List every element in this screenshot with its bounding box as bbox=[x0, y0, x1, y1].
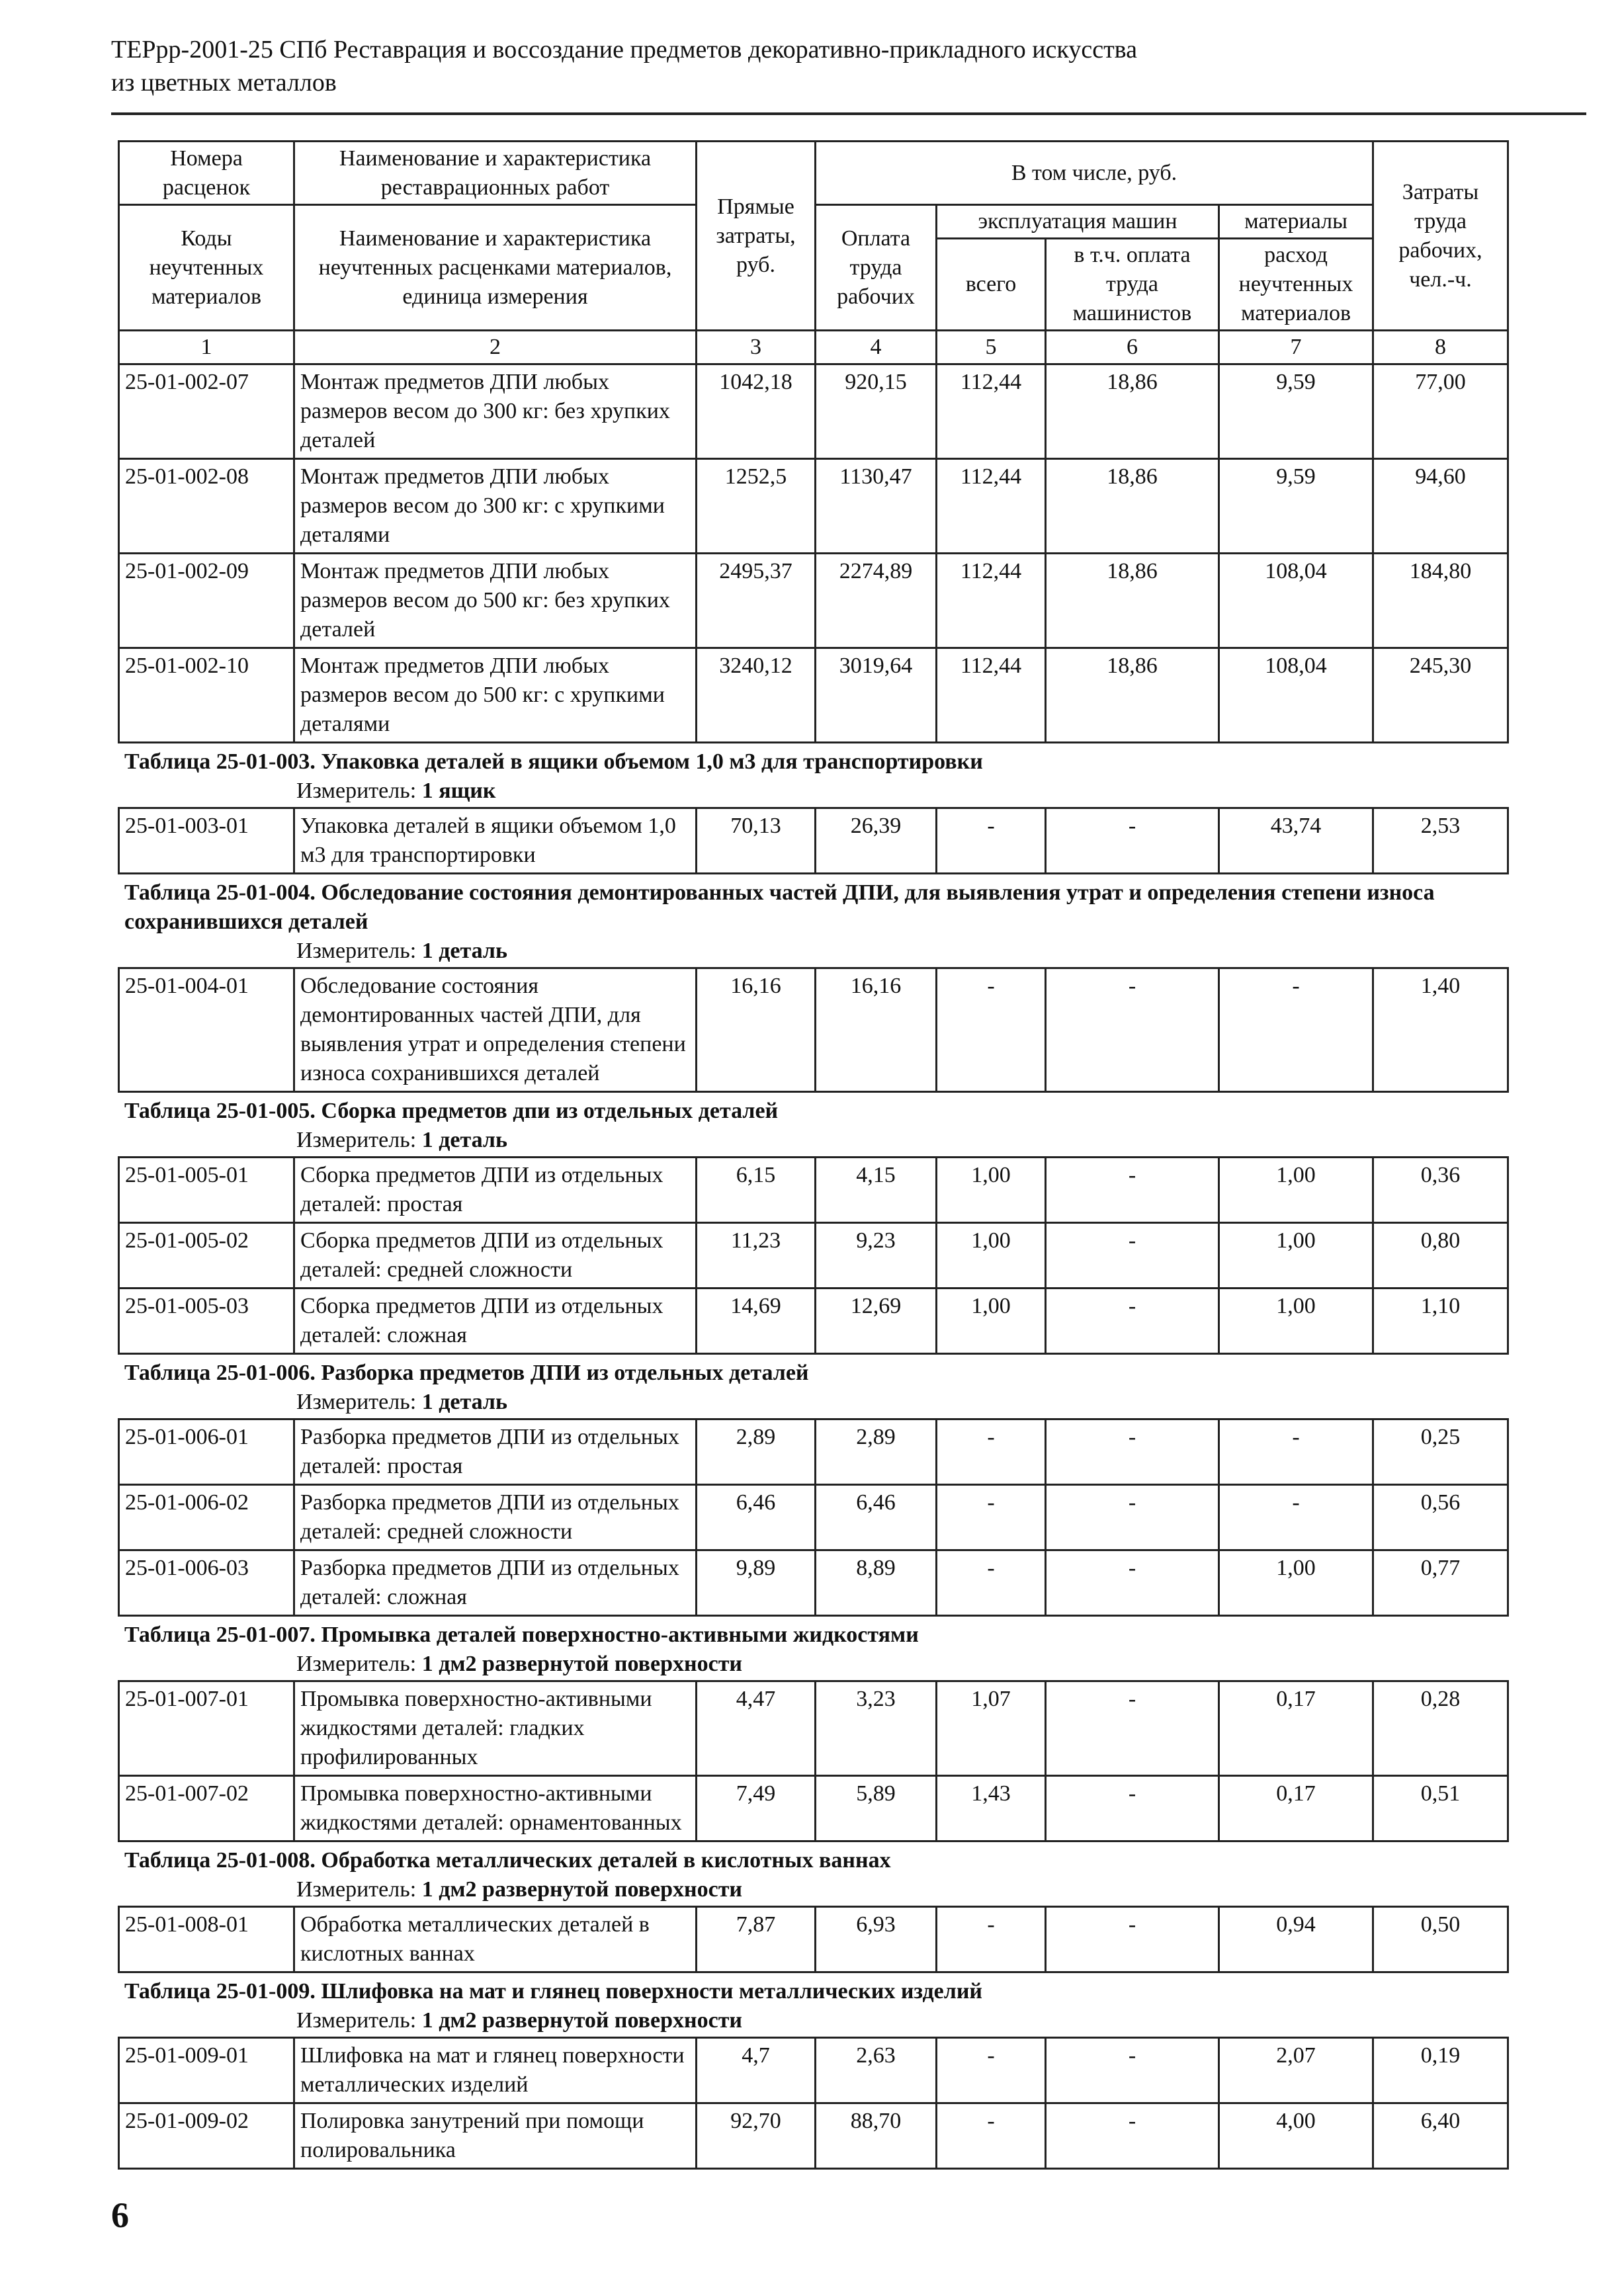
labor-costs: 0,80 bbox=[1373, 1223, 1508, 1289]
head-including: В том числе, руб. bbox=[816, 142, 1373, 205]
worker-pay: 8,89 bbox=[816, 1550, 937, 1616]
machines-total: 1,43 bbox=[937, 1776, 1046, 1841]
header-title: ТЕРрр-2001-25 СПб Реставрация и воссоздание предметов декоративно-прикладного искусства bbox=[111, 36, 1137, 63]
measure-label: Измеритель: bbox=[296, 1390, 417, 1414]
direct-costs: 92,70 bbox=[697, 2103, 816, 2169]
measure-unit bbox=[118, 1650, 1507, 1679]
table-header bbox=[118, 140, 1509, 365]
machinist-pay: - bbox=[1046, 1681, 1219, 1776]
labor-costs: 0,25 bbox=[1373, 1419, 1508, 1485]
machines-total: 112,44 bbox=[937, 459, 1046, 554]
measure-value: 1 деталь bbox=[421, 1128, 507, 1152]
materials: 1,00 bbox=[1219, 1289, 1373, 1354]
labor-costs: 245,30 bbox=[1373, 648, 1508, 743]
rates-table bbox=[118, 967, 1509, 1093]
table-row bbox=[119, 1289, 1508, 1354]
machinist-pay: - bbox=[1046, 1223, 1219, 1289]
measure-value: 1 ящик bbox=[421, 779, 496, 803]
worker-pay: 3,23 bbox=[816, 1681, 937, 1776]
direct-costs: 1042,18 bbox=[697, 364, 816, 459]
machines-total: 112,44 bbox=[937, 364, 1046, 459]
rate-code: 25-01-009-02 bbox=[119, 2103, 294, 2169]
rate-code: 25-01-009-01 bbox=[119, 2038, 294, 2103]
machines-total: - bbox=[937, 1907, 1046, 1972]
work-description: Упаковка деталей в ящики объемом 1,0 м3 для транспортировки bbox=[294, 808, 697, 874]
table-caption: Таблица 25-01-004. Обследование состояния демонтированных частей ДПИ, для выявления утрат и определения степени износа сохранившихся деталей bbox=[124, 880, 1435, 934]
labor-costs: 77,00 bbox=[1373, 364, 1508, 459]
measure-value: 1 дм2 развернутой поверхности bbox=[421, 1877, 742, 1902]
machinist-pay: - bbox=[1046, 1419, 1219, 1485]
table-section bbox=[118, 1359, 1507, 1617]
worker-pay: 12,69 bbox=[816, 1289, 937, 1354]
materials: 0,17 bbox=[1219, 1681, 1373, 1776]
worker-pay: 26,39 bbox=[816, 808, 937, 874]
rates-table bbox=[118, 1680, 1509, 1842]
table-row bbox=[119, 808, 1508, 874]
table-row bbox=[119, 2038, 1508, 2103]
column-number: 6 bbox=[1046, 331, 1219, 364]
rates-table bbox=[118, 363, 1509, 743]
direct-costs: 2495,37 bbox=[697, 554, 816, 648]
work-description: Шлифовка на мат и глянец поверхности металлических изделий bbox=[294, 2038, 697, 2103]
column-number-row bbox=[119, 331, 1508, 364]
table-caption: Таблица 25-01-009. Шлифовка на мат и глянец поверхности металлических изделий bbox=[124, 1979, 982, 2004]
table-row bbox=[119, 1550, 1508, 1616]
measure-value: 1 дм2 развернутой поверхности bbox=[421, 2008, 742, 2033]
sections bbox=[118, 363, 1507, 2170]
machines-total: 112,44 bbox=[937, 554, 1046, 648]
machinist-pay: - bbox=[1046, 968, 1219, 1092]
labor-costs: 94,60 bbox=[1373, 459, 1508, 554]
work-description: Разборка предметов ДПИ из отдельных деталей: простая bbox=[294, 1419, 697, 1485]
table-row bbox=[119, 1485, 1508, 1550]
materials: 1,00 bbox=[1219, 1158, 1373, 1223]
table-row bbox=[119, 1776, 1508, 1841]
labor-costs: 2,53 bbox=[1373, 808, 1508, 874]
rate-code: 25-01-005-02 bbox=[119, 1223, 294, 1289]
worker-pay: 5,89 bbox=[816, 1776, 937, 1841]
head-machines-total: всего bbox=[937, 239, 1046, 331]
machines-total: - bbox=[937, 2103, 1046, 2169]
labor-costs: 0,28 bbox=[1373, 1681, 1508, 1776]
column-number: 1 bbox=[119, 331, 294, 364]
measure-unit bbox=[118, 937, 1507, 966]
machinist-pay: 18,86 bbox=[1046, 459, 1219, 554]
labor-costs: 0,50 bbox=[1373, 1907, 1508, 1972]
table-caption: Таблица 25-01-008. Обработка металлических деталей в кислотных ваннах bbox=[124, 1848, 891, 1873]
labor-costs: 0,51 bbox=[1373, 1776, 1508, 1841]
head-labor: Затраты труда рабочих, чел.-ч. bbox=[1373, 142, 1508, 331]
measure-label: Измеритель: bbox=[296, 1652, 417, 1676]
table-caption: Таблица 25-01-003. Упаковка деталей в ящики объемом 1,0 м3 для транспортировки bbox=[124, 749, 983, 774]
direct-costs: 70,13 bbox=[697, 808, 816, 874]
direct-costs: 2,89 bbox=[697, 1419, 816, 1485]
labor-costs: 1,10 bbox=[1373, 1289, 1508, 1354]
rate-code: 25-01-005-01 bbox=[119, 1158, 294, 1223]
table-row bbox=[119, 1158, 1508, 1223]
rate-code: 25-01-007-02 bbox=[119, 1776, 294, 1841]
worker-pay: 9,23 bbox=[816, 1223, 937, 1289]
materials: 1,00 bbox=[1219, 1550, 1373, 1616]
measure-label: Измеритель: bbox=[296, 779, 417, 803]
measure-unit bbox=[118, 1126, 1507, 1155]
work-description: Сборка предметов ДПИ из отдельных деталей: простая bbox=[294, 1158, 697, 1223]
machinist-pay: - bbox=[1046, 1289, 1219, 1354]
labor-costs: 6,40 bbox=[1373, 2103, 1508, 2169]
machinist-pay: 18,86 bbox=[1046, 648, 1219, 743]
machinist-pay: 18,86 bbox=[1046, 364, 1219, 459]
direct-costs: 6,46 bbox=[697, 1485, 816, 1550]
rate-code: 25-01-003-01 bbox=[119, 808, 294, 874]
work-description: Обследование состояния демонтированных частей ДПИ, для выявления утрат и определения степени износа сохранившихся деталей bbox=[294, 968, 697, 1092]
machines-total: - bbox=[937, 808, 1046, 874]
work-description: Разборка предметов ДПИ из отдельных деталей: средней сложности bbox=[294, 1485, 697, 1550]
worker-pay: 4,15 bbox=[816, 1158, 937, 1223]
machinist-pay: - bbox=[1046, 2038, 1219, 2103]
machines-total: - bbox=[937, 968, 1046, 1092]
worker-pay: 920,15 bbox=[816, 364, 937, 459]
rate-code: 25-01-002-08 bbox=[119, 459, 294, 554]
measure-unit bbox=[118, 1875, 1507, 1904]
machines-total: - bbox=[937, 2038, 1046, 2103]
work-description: Разборка предметов ДПИ из отдельных деталей: сложная bbox=[294, 1550, 697, 1616]
rate-code: 25-01-005-03 bbox=[119, 1289, 294, 1354]
materials: - bbox=[1219, 968, 1373, 1092]
worker-pay: 16,16 bbox=[816, 968, 937, 1092]
table-row bbox=[119, 1419, 1508, 1485]
direct-costs: 7,49 bbox=[697, 1776, 816, 1841]
materials: 9,59 bbox=[1219, 364, 1373, 459]
table-row bbox=[119, 1681, 1508, 1776]
work-description: Сборка предметов ДПИ из отдельных деталей: средней сложности bbox=[294, 1223, 697, 1289]
direct-costs: 16,16 bbox=[697, 968, 816, 1092]
worker-pay: 2,63 bbox=[816, 2038, 937, 2103]
table-row bbox=[119, 2103, 1508, 2169]
work-description: Монтаж предметов ДПИ любых размеров весом до 300 кг: без хрупких деталей bbox=[294, 364, 697, 459]
price-document bbox=[118, 140, 1507, 2170]
rate-code: 25-01-002-09 bbox=[119, 554, 294, 648]
labor-costs: 1,40 bbox=[1373, 968, 1508, 1092]
measure-label: Измеритель: bbox=[296, 939, 417, 963]
table-caption: Таблица 25-01-007. Промывка деталей поверхностно-активными жидкостями bbox=[124, 1623, 919, 1647]
measure-label: Измеритель: bbox=[296, 1877, 417, 1902]
rates-table bbox=[118, 1418, 1509, 1617]
rate-code: 25-01-002-10 bbox=[119, 648, 294, 743]
table-caption: Таблица 25-01-005. Сборка предметов дпи из отдельных деталей bbox=[124, 1099, 779, 1123]
direct-costs: 6,15 bbox=[697, 1158, 816, 1223]
column-number: 5 bbox=[937, 331, 1046, 364]
column-number: 3 bbox=[697, 331, 816, 364]
worker-pay: 1130,47 bbox=[816, 459, 937, 554]
work-description: Сборка предметов ДПИ из отдельных деталей: сложная bbox=[294, 1289, 697, 1354]
machines-total: - bbox=[937, 1550, 1046, 1616]
direct-costs: 9,89 bbox=[697, 1550, 816, 1616]
rates-table bbox=[118, 1156, 1509, 1355]
worker-pay: 3019,64 bbox=[816, 648, 937, 743]
direct-costs: 11,23 bbox=[697, 1223, 816, 1289]
work-description: Промывка поверхностно-активными жидкостями деталей: гладких профилированных bbox=[294, 1681, 697, 1776]
page-number: 6 bbox=[111, 2195, 129, 2235]
work-description: Полировка занутрений при помощи полировальника bbox=[294, 2103, 697, 2169]
worker-pay: 6,93 bbox=[816, 1907, 937, 1972]
head-work-name: Наименование и характеристика реставрационных работ bbox=[294, 142, 697, 205]
work-description: Монтаж предметов ДПИ любых размеров весом до 300 кг: с хрупкими деталями bbox=[294, 459, 697, 554]
head-unaccounted-materials: Наименование и характеристика неучтенных расценками материалов, единица измерения bbox=[294, 205, 697, 331]
labor-costs: 184,80 bbox=[1373, 554, 1508, 648]
measure-unit bbox=[118, 2006, 1507, 2035]
work-description: Обработка металлических деталей в кислотных ваннах bbox=[294, 1907, 697, 1972]
table-row bbox=[119, 1907, 1508, 1972]
table-section bbox=[118, 747, 1507, 874]
materials: 1,00 bbox=[1219, 1223, 1373, 1289]
machines-total: - bbox=[937, 1419, 1046, 1485]
column-number: 4 bbox=[816, 331, 937, 364]
table-section bbox=[118, 1097, 1507, 1355]
work-description: Промывка поверхностно-активными жидкостями деталей: орнаментованных bbox=[294, 1776, 697, 1841]
labor-costs: 0,19 bbox=[1373, 2038, 1508, 2103]
table-row bbox=[119, 648, 1508, 743]
work-description: Монтаж предметов ДПИ любых размеров весом до 500 кг: без хрупких деталей bbox=[294, 554, 697, 648]
materials: 9,59 bbox=[1219, 459, 1373, 554]
table-section bbox=[118, 1846, 1507, 1973]
worker-pay: 6,46 bbox=[816, 1485, 937, 1550]
direct-costs: 1252,5 bbox=[697, 459, 816, 554]
head-machine-operation: эксплуатация машин bbox=[937, 205, 1219, 239]
direct-costs: 7,87 bbox=[697, 1907, 816, 1972]
materials: - bbox=[1219, 1485, 1373, 1550]
work-description: Монтаж предметов ДПИ любых размеров весом до 500 кг: с хрупкими деталями bbox=[294, 648, 697, 743]
materials: 43,74 bbox=[1219, 808, 1373, 874]
machines-total: 112,44 bbox=[937, 648, 1046, 743]
machinist-pay: 18,86 bbox=[1046, 554, 1219, 648]
machinist-pay: - bbox=[1046, 1907, 1219, 1972]
labor-costs: 0,56 bbox=[1373, 1485, 1508, 1550]
direct-costs: 14,69 bbox=[697, 1289, 816, 1354]
direct-costs: 4,47 bbox=[697, 1681, 816, 1776]
materials: 0,94 bbox=[1219, 1907, 1373, 1972]
column-number: 8 bbox=[1373, 331, 1508, 364]
materials: - bbox=[1219, 1419, 1373, 1485]
header-rule bbox=[111, 112, 1586, 115]
measure-label: Измеритель: bbox=[296, 2008, 417, 2033]
header-subtitle: из цветных металлов bbox=[111, 69, 337, 97]
measure-value: 1 деталь bbox=[421, 1390, 507, 1414]
head-machinist-pay: в т.ч. оплата труда машинистов bbox=[1046, 239, 1219, 331]
machines-total: 1,00 bbox=[937, 1289, 1046, 1354]
worker-pay: 88,70 bbox=[816, 2103, 937, 2169]
rate-code: 25-01-008-01 bbox=[119, 1907, 294, 1972]
measure-unit bbox=[118, 777, 1507, 806]
machinist-pay: - bbox=[1046, 808, 1219, 874]
table-section bbox=[118, 363, 1507, 743]
table-row bbox=[119, 554, 1508, 648]
materials: 0,17 bbox=[1219, 1776, 1373, 1841]
rate-code: 25-01-006-02 bbox=[119, 1485, 294, 1550]
machines-total: 1,00 bbox=[937, 1223, 1046, 1289]
machines-total: - bbox=[937, 1485, 1046, 1550]
machinist-pay: - bbox=[1046, 1550, 1219, 1616]
machinist-pay: - bbox=[1046, 1485, 1219, 1550]
machinist-pay: - bbox=[1046, 2103, 1219, 2169]
column-number: 2 bbox=[294, 331, 697, 364]
measure-unit bbox=[118, 1388, 1507, 1417]
table-section bbox=[118, 1621, 1507, 1842]
materials: 108,04 bbox=[1219, 648, 1373, 743]
head-materials: материалы bbox=[1219, 205, 1373, 239]
rates-table bbox=[118, 1906, 1509, 1973]
rates-table bbox=[118, 807, 1509, 874]
column-number: 7 bbox=[1219, 331, 1373, 364]
machinist-pay: - bbox=[1046, 1776, 1219, 1841]
worker-pay: 2274,89 bbox=[816, 554, 937, 648]
materials: 2,07 bbox=[1219, 2038, 1373, 2103]
machines-total: 1,00 bbox=[937, 1158, 1046, 1223]
labor-costs: 0,36 bbox=[1373, 1158, 1508, 1223]
rate-code: 25-01-006-01 bbox=[119, 1419, 294, 1485]
labor-costs: 0,77 bbox=[1373, 1550, 1508, 1616]
head-direct-costs: Прямые затраты, руб. bbox=[697, 142, 816, 331]
rate-code: 25-01-004-01 bbox=[119, 968, 294, 1092]
machinist-pay: - bbox=[1046, 1158, 1219, 1223]
table-caption: Таблица 25-01-006. Разборка предметов ДПИ из отдельных деталей bbox=[124, 1361, 809, 1385]
page-header bbox=[111, 33, 1586, 99]
table-row bbox=[119, 968, 1508, 1092]
table-section bbox=[118, 1977, 1507, 2170]
head-worker-pay: Оплата труда рабочих bbox=[816, 205, 937, 331]
table-row bbox=[119, 1223, 1508, 1289]
materials: 108,04 bbox=[1219, 554, 1373, 648]
measure-value: 1 дм2 развернутой поверхности bbox=[421, 1652, 742, 1676]
head-unaccounted-codes: Коды неучтенных материалов bbox=[119, 205, 294, 331]
direct-costs: 4,7 bbox=[697, 2038, 816, 2103]
measure-value: 1 деталь bbox=[421, 939, 507, 963]
rate-code: 25-01-002-07 bbox=[119, 364, 294, 459]
table-section bbox=[118, 878, 1507, 1093]
table-row bbox=[119, 459, 1508, 554]
direct-costs: 3240,12 bbox=[697, 648, 816, 743]
machines-total: 1,07 bbox=[937, 1681, 1046, 1776]
head-material-usage: расход неучтенных материалов bbox=[1219, 239, 1373, 331]
rate-code: 25-01-007-01 bbox=[119, 1681, 294, 1776]
worker-pay: 2,89 bbox=[816, 1419, 937, 1485]
materials: 4,00 bbox=[1219, 2103, 1373, 2169]
rates-table bbox=[118, 2037, 1509, 2170]
measure-label: Измеритель: bbox=[296, 1128, 417, 1152]
head-rate-numbers: Номера расценок bbox=[119, 142, 294, 205]
table-row bbox=[119, 364, 1508, 459]
rate-code: 25-01-006-03 bbox=[119, 1550, 294, 1616]
